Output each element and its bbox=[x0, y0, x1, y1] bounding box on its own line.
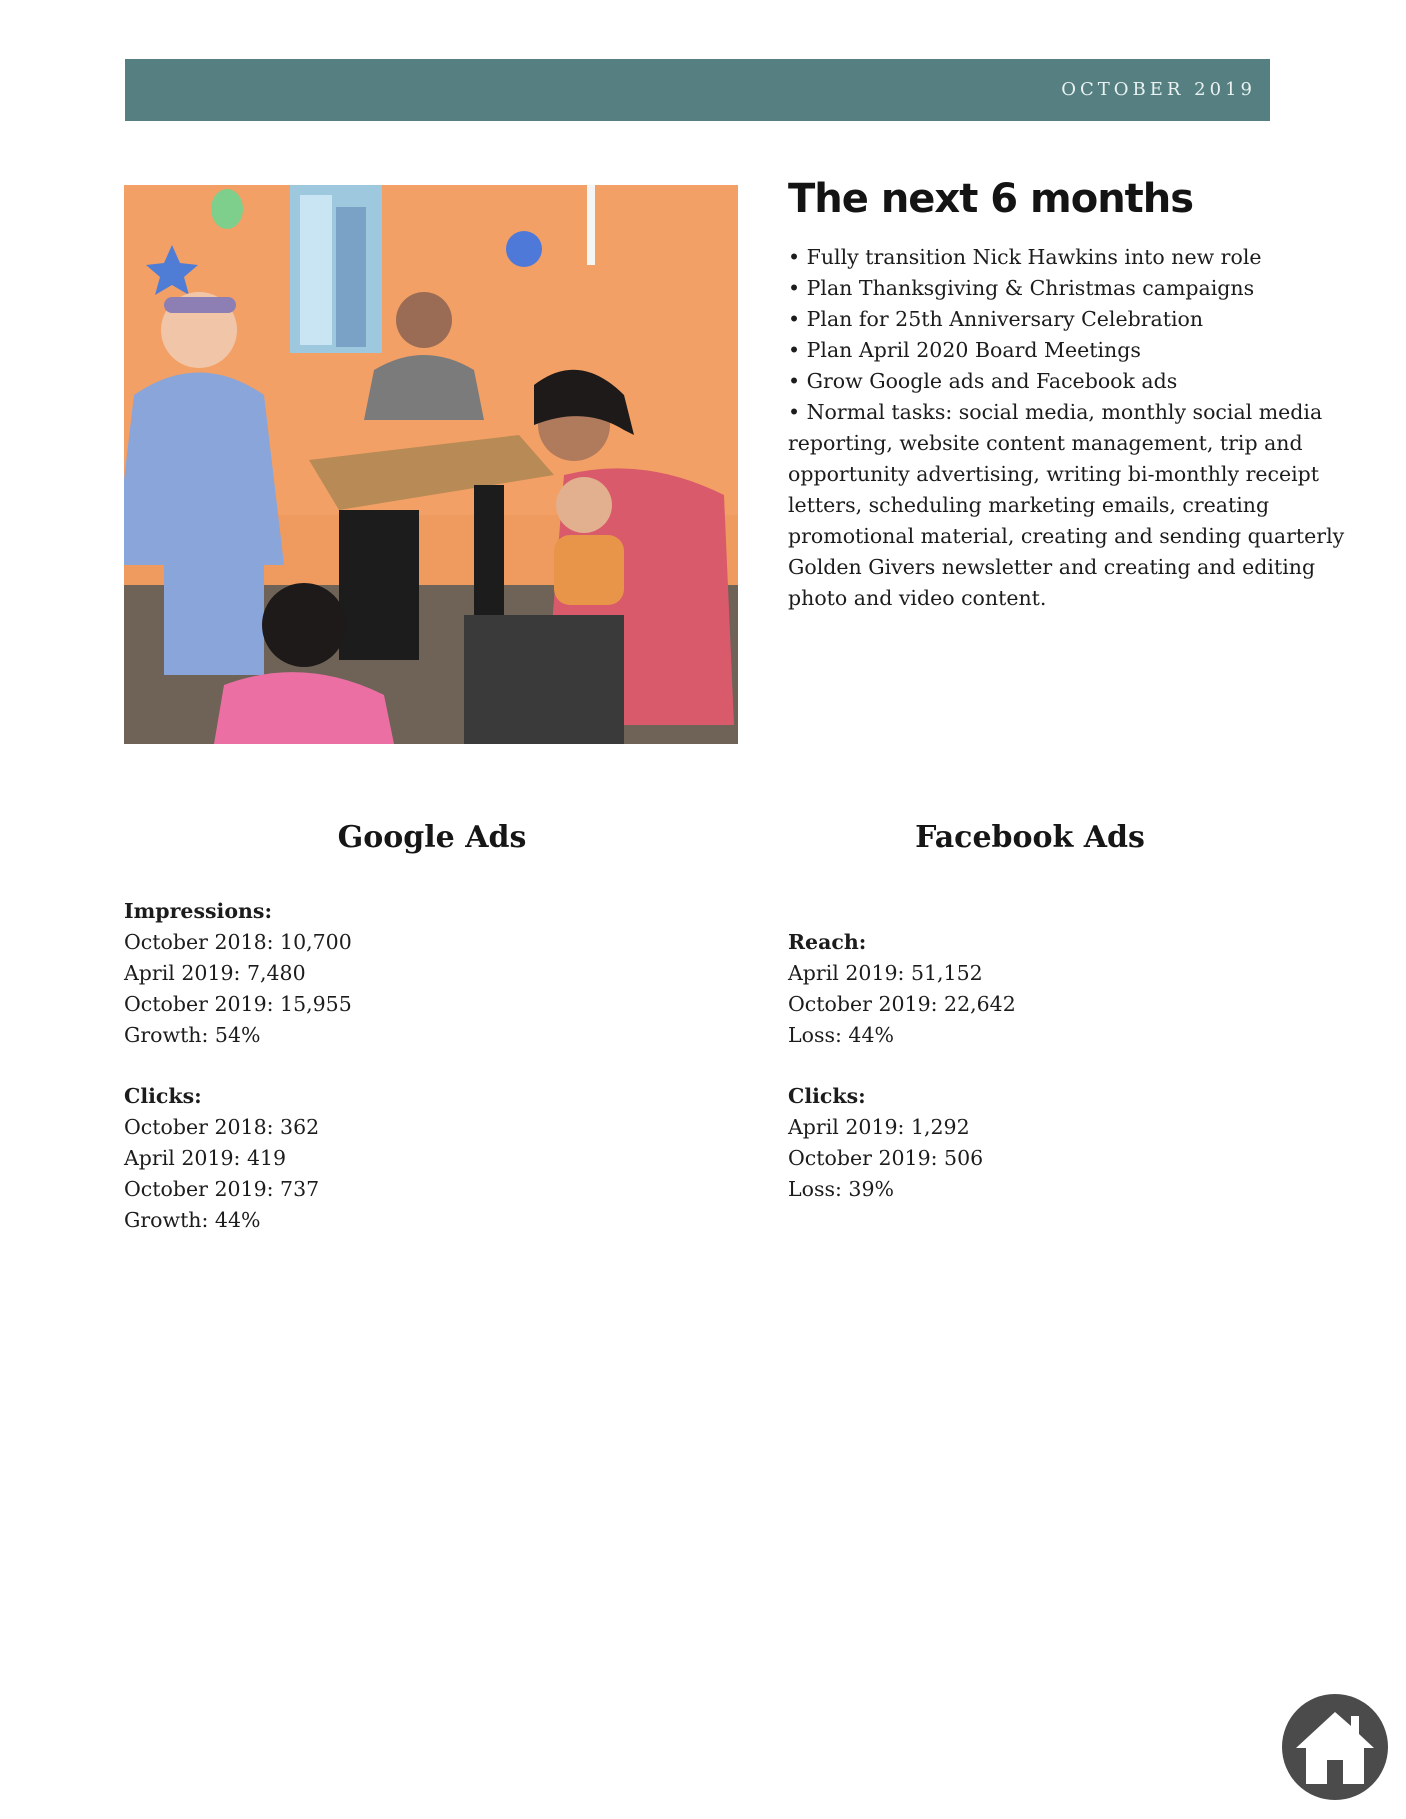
metric-label: Clicks: bbox=[124, 1084, 202, 1108]
metric-row: Growth: 54% bbox=[124, 1023, 261, 1047]
metric-row: October 2019: 737 bbox=[124, 1177, 320, 1201]
metric-row: October 2019: 15,955 bbox=[124, 992, 352, 1016]
list-item: • Normal tasks: social media, monthly social media reporting, website content management, trip and opportunity advertising, writing bi-monthly receipt letters, scheduling marketing emails, creating promotional material, creating and sending quarterly Golden Givers newsletter and creating and editing photo and video content. bbox=[788, 397, 1358, 614]
list-item: • Fully transition Nick Hawkins into new role bbox=[788, 242, 1358, 273]
google-ads-title: Google Ads bbox=[337, 820, 527, 855]
section-title: The next 6 months bbox=[788, 176, 1194, 222]
facebook-clicks bbox=[788, 1081, 983, 1205]
metric-row: April 2019: 1,292 bbox=[788, 1115, 970, 1139]
clinic-photo bbox=[124, 185, 738, 744]
facebook-reach bbox=[788, 927, 1016, 1051]
list-item: • Grow Google ads and Facebook ads bbox=[788, 366, 1358, 397]
list-item: • Plan April 2020 Board Meetings bbox=[788, 335, 1358, 366]
metric-row: October 2018: 10,700 bbox=[124, 930, 352, 954]
metric-row: Loss: 39% bbox=[788, 1177, 894, 1201]
metric-row: Loss: 44% bbox=[788, 1023, 894, 1047]
plan-list bbox=[788, 242, 1358, 614]
metric-label: Reach: bbox=[788, 930, 867, 954]
list-item: • Plan for 25th Anniversary Celebration bbox=[788, 304, 1358, 335]
google-clicks bbox=[124, 1081, 319, 1236]
metric-row: April 2019: 419 bbox=[124, 1146, 287, 1170]
metric-row: October 2019: 506 bbox=[788, 1146, 984, 1170]
metric-row: October 2018: 362 bbox=[124, 1115, 320, 1139]
home-button[interactable] bbox=[1282, 1694, 1388, 1800]
header-date: OCTOBER 2019 bbox=[1061, 79, 1256, 100]
facebook-ads-title: Facebook Ads bbox=[915, 820, 1145, 855]
metric-row: April 2019: 7,480 bbox=[124, 961, 306, 985]
list-item: • Plan Thanksgiving & Christmas campaigns bbox=[788, 273, 1358, 304]
metric-row: Growth: 44% bbox=[124, 1208, 261, 1232]
metric-row: April 2019: 51,152 bbox=[788, 961, 983, 985]
google-impressions bbox=[124, 896, 352, 1051]
header-band bbox=[125, 59, 1270, 121]
metric-label: Impressions: bbox=[124, 899, 273, 923]
metric-row: October 2019: 22,642 bbox=[788, 992, 1016, 1016]
home-icon bbox=[1282, 1694, 1388, 1800]
metric-label: Clicks: bbox=[788, 1084, 866, 1108]
